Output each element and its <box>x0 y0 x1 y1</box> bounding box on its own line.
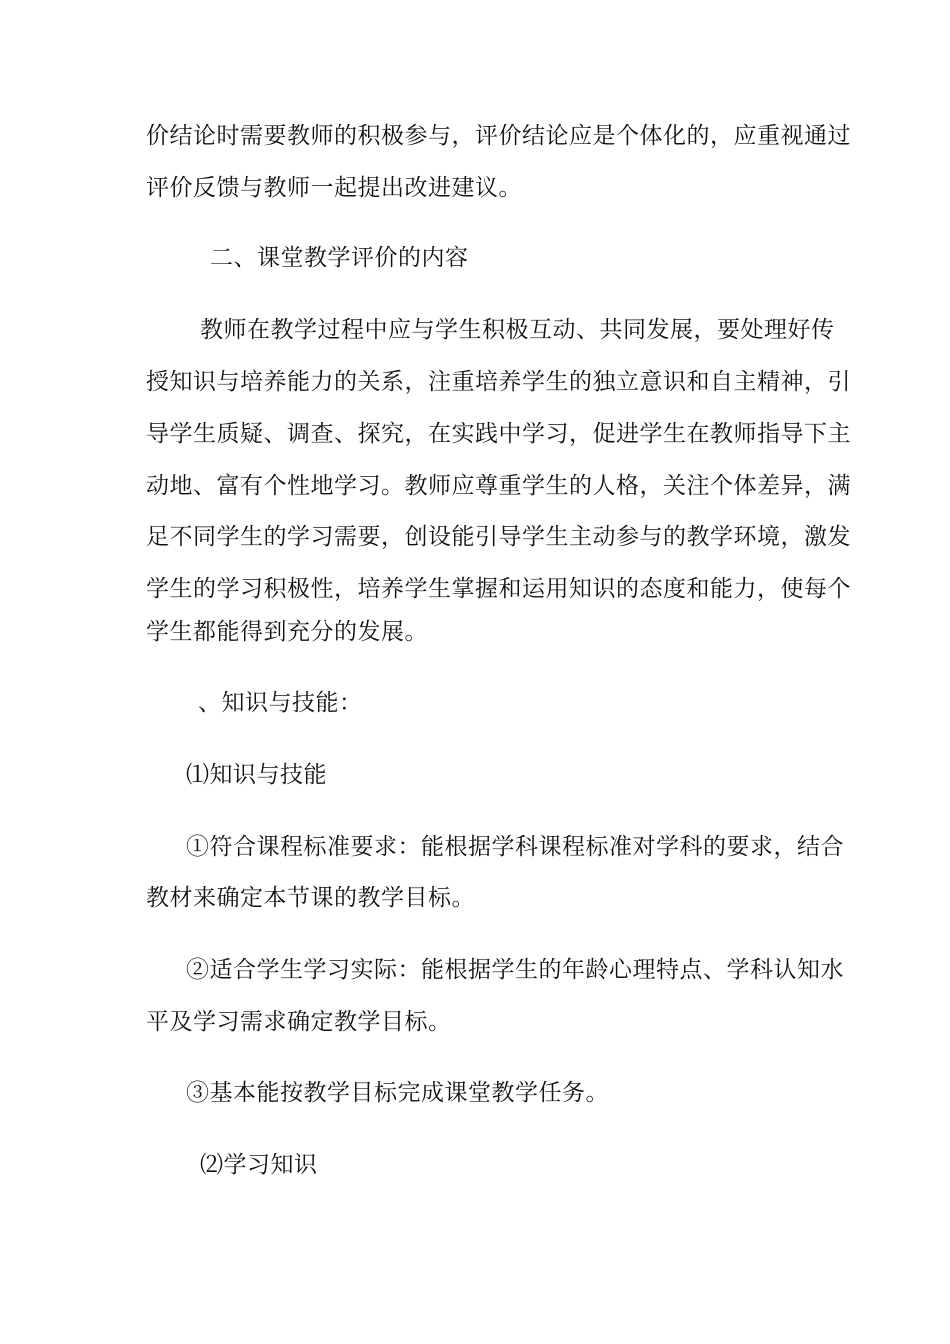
paragraph-line: 价结论时需要教师的积极参与，评价结论应是个体化的，应重视通过 <box>146 123 851 149</box>
paragraph-line: 足不同学生的学习需要，创设能引导学生主动参与的教学环境，激发 <box>146 524 851 550</box>
subsection-heading: ⑴知识与技能 <box>186 762 327 788</box>
paragraph-line: 评价反馈与教师一起提出改进建议。 <box>146 175 522 201</box>
paragraph-line: 平及学习需求确定教学目标。 <box>146 1009 452 1035</box>
subsection-heading: ⑵学习知识 <box>200 1152 318 1178</box>
paragraph-line: ③基本能按教学目标完成课堂教学任务。 <box>186 1080 609 1106</box>
paragraph-line: ①符合课程标准要求：能根据学科课程标准对学科的要求，结合 <box>186 834 844 860</box>
paragraph-line: 学生都能得到充分的发展。 <box>146 619 428 645</box>
paragraph-line: 导学生质疑、调查、探究，在实践中学习，促进学生在教师指导下主 <box>146 421 851 447</box>
paragraph-line: ②适合学生学习实际：能根据学生的年龄心理特点、学科认知水 <box>186 957 844 983</box>
paragraph-line: 动地、富有个性地学习。教师应尊重学生的人格，关注个体差异，满 <box>146 473 851 499</box>
paragraph-line: 教材来确定本节课的教学目标。 <box>146 885 475 911</box>
paragraph-line: 授知识与培养能力的关系，注重培养学生的独立意识和自主精神，引 <box>146 369 851 395</box>
paragraph-line: 教师在教学过程中应与学生积极互动、共同发展，要处理好传 <box>200 317 835 343</box>
paragraph-line: 学生的学习积极性，培养学生掌握和运用知识的态度和能力，使每个 <box>146 576 851 602</box>
subsection-heading: 、知识与技能： <box>198 690 363 716</box>
section-heading: 二、课堂教学评价的内容 <box>210 245 469 271</box>
